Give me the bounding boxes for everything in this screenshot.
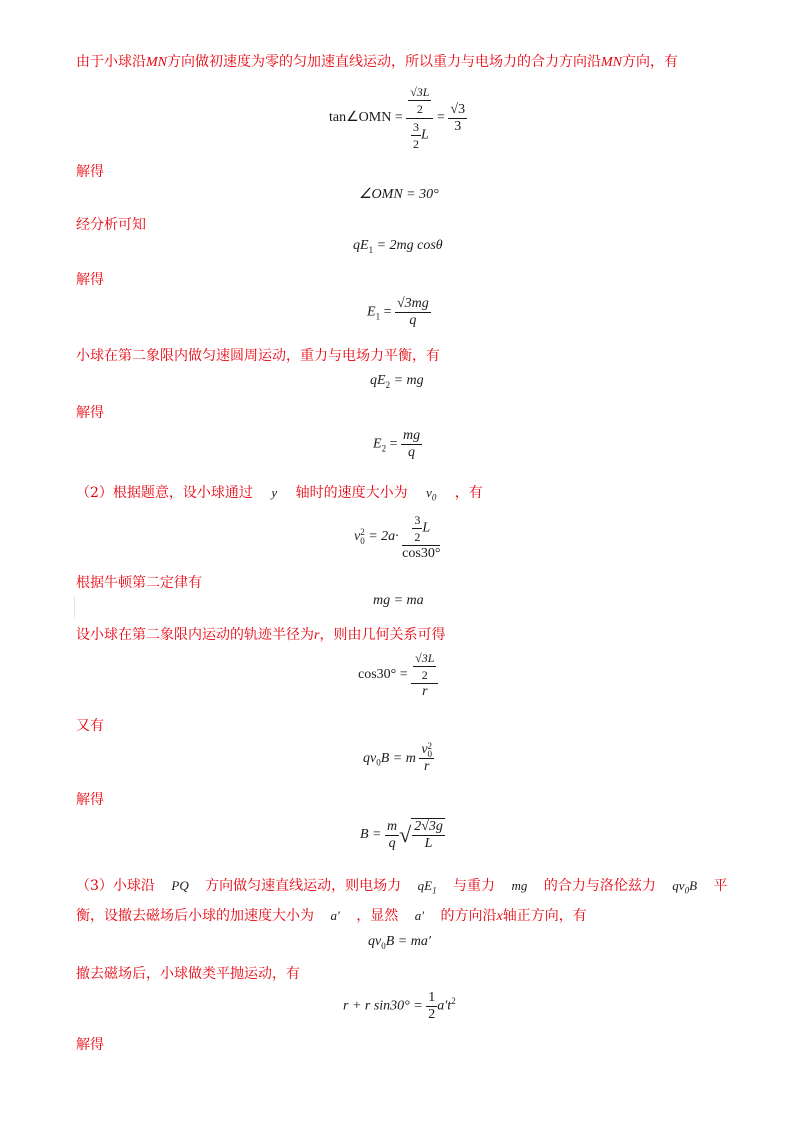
para-analysis: 经分析可知 <box>76 217 146 233</box>
para-newton: 根据牛顿第二定律有 <box>76 575 202 591</box>
label-jiede-5: 解得 <box>76 1037 104 1053</box>
equation-b-field: B = $\frac{m}{q}$ √ $\frac{2√3g}{L}$ <box>360 818 443 851</box>
label-jiede-1: 解得 <box>76 164 104 180</box>
equation-e2: $E_2$ = $\frac{mg}{q}$ <box>373 428 421 460</box>
para-part2: （2）根据题意，设小球通过 y 轴时的速度大小为 $v_0$ ，有 <box>76 485 483 503</box>
equation-mg-ma: mg = ma <box>373 593 424 608</box>
label-youyou: 又有 <box>76 718 104 734</box>
para-intro: 由于小球沿MN方向做初速度为零的匀加速直线运动，所以重力与电场力的合力方向沿MN方向，有 <box>76 54 678 70</box>
equation-e1: $E_1$ = $\frac{√3mg}{q}$ <box>367 296 429 328</box>
equation-qe2: $qE_2$ = mg <box>370 373 424 390</box>
equation-lorentz: $qv_0B = m$ v 2 0 r <box>363 741 433 775</box>
para-radius: 设小球在第二象限内运动的轨迹半径为r，则由几何关系可得 <box>76 627 446 643</box>
para-quadrant: 小球在第二象限内做匀速圆周运动，重力与电场力平衡，有 <box>76 348 440 364</box>
label-jiede-4: 解得 <box>76 792 104 808</box>
margin-mark <box>74 596 75 618</box>
equation-projectile: r + r sin30° = $\frac{1}{2}$ $a't^2$ <box>343 990 456 1022</box>
para-part3: （3）小球沿 PQ 方向做匀速直线运动，则电场力 $qE_1$ 与重力 mg 的合力与洛伦兹力 $qv_0B$ 平 <box>76 878 728 896</box>
label-jiede-3: 解得 <box>76 405 104 421</box>
equation-tan-omn: tan∠OMN = $\frac{√3L}{2}$ $\frac{3}{2}$ L = $\frac{√3}{3}$ <box>329 85 466 151</box>
equation-qe1: $qE_1 = 2mg$ cosθ <box>353 238 443 255</box>
equation-v0-squared: v 2 0 = 2a· $\frac{3}{2}$ L cos30° <box>354 513 441 561</box>
label-jiede-2: 解得 <box>76 272 104 288</box>
para-remove-field: 撤去磁场后，小球做类平抛运动，有 <box>76 966 300 982</box>
para-part3-line2: 衡，设撤去磁场后小球的加速度大小为 a′ ，显然 a′ 的方向沿x轴正方向，有 <box>76 908 587 924</box>
equation-qv0b-ma: $qv_0B = ma'$ <box>368 934 431 951</box>
equation-cos30: cos30° = $\frac{\frac{√3L}{2}}{r}$ <box>358 650 438 700</box>
equation-angle-omn: ∠OMN = 30° <box>359 187 439 202</box>
